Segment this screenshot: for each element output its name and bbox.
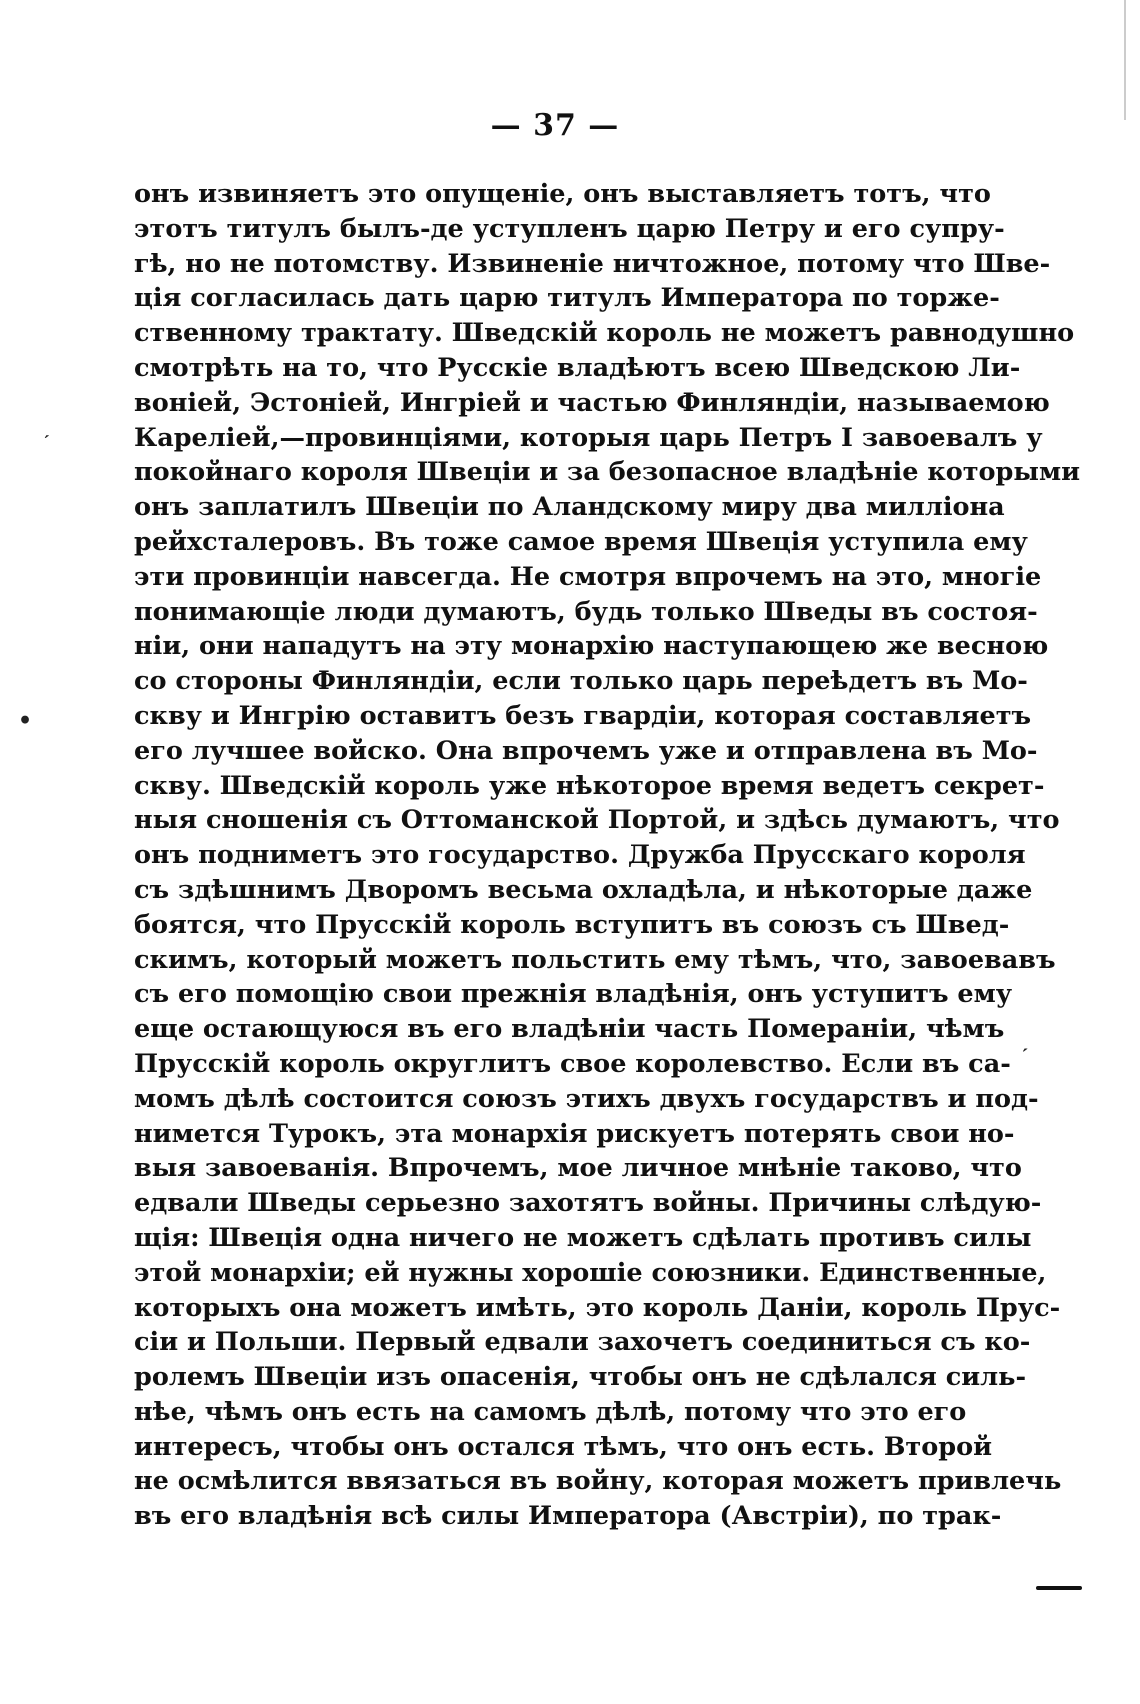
text-line: онъ подниметъ это государство. Дружба Прусскаго короля — [134, 840, 1026, 871]
text-line: скимъ, который можетъ польстить ему тѣмъ, что, завоевавъ — [134, 944, 1056, 975]
body-text — [134, 177, 1081, 1534]
text-line: этой монархіи; ей нужны хорошіе союзники. Единственные, — [134, 1257, 1047, 1288]
page-number: — 37 — — [490, 108, 620, 143]
text-line: скву. Шведскій король уже нѣкоторое время ведетъ секрет- — [134, 770, 1045, 801]
text-line: которыхъ она можетъ имѣть, это король Даніи, король Прус- — [134, 1292, 1061, 1323]
text-line: щія: Швеція одна ничего не можетъ сдѣлать противъ силы — [134, 1222, 1032, 1253]
text-line: едвали Шведы серьезно захотятъ войны. Причины слѣдую- — [134, 1188, 1042, 1219]
text-line: ція согласилась дать царю титулъ Императора по торже- — [134, 283, 1000, 314]
text-line: въ его владѣнія всѣ силы Императора (Австріи), по трак- — [134, 1501, 1002, 1532]
margin-dash-right-bottom — [1036, 1586, 1082, 1590]
text-line: боятся, что Прусскій король вступитъ въ союзъ съ Швед- — [134, 909, 1010, 940]
text-line: со стороны Финляндіи, если только царь переѣдетъ въ Мо- — [134, 666, 1028, 697]
text-line: скву и Ингрію оставитъ безъ гвардіи, которая составляетъ — [134, 700, 1032, 731]
text-line: понимающіе люди думаютъ, будь только Шведы въ состоя- — [134, 596, 1038, 627]
margin-mark-left-top: ˏ — [44, 418, 50, 439]
text-line: ролемъ Швеціи изъ опасенія, чтобы онъ не сдѣлался силь- — [134, 1362, 1027, 1393]
text-line: нимется Турокъ, эта монархія рискуетъ потерять свои но- — [134, 1118, 1015, 1149]
page-edge-line — [1124, 0, 1126, 120]
text-line: Кареліей,—провинціями, которыя царь Петръ I завоевалъ у — [134, 422, 1043, 453]
text-line: ныя сношенія съ Оттоманской Портой, и здѣсь думаютъ, что — [134, 805, 1060, 836]
text-line: сіи и Польши. Первый едвали захочетъ соединиться съ ко- — [134, 1327, 1031, 1358]
text-line: интересъ, чтобы онъ остался тѣмъ, что онъ есть. Второй — [134, 1431, 992, 1462]
text-line: его лучшее войско. Она впрочемъ уже и отправлена въ Мо- — [134, 735, 1038, 766]
text-line: смотрѣть на то, что Русскіе владѣютъ всею Шведскою Ли- — [134, 352, 1021, 383]
text-line: покойнаго короля Швеціи и за безопасное владѣніе которыми — [134, 457, 1081, 488]
text-line: съ здѣшнимъ Дворомъ весьма охладѣла, и нѣкоторые даже — [134, 874, 1033, 905]
text-line: эти провинціи навсегда. Не смотря впрочемъ на это, многіе — [134, 561, 1042, 592]
text-line: еще остающуюся въ его владѣніи часть Помераніи, чѣмъ — [134, 1014, 1005, 1045]
text-line: момъ дѣлѣ состоится союзъ этихъ двухъ государствъ и под- — [134, 1083, 1039, 1114]
margin-mark-right-mid: ˏ — [1022, 1028, 1029, 1052]
text-line: этотъ титулъ былъ-де уступленъ царю Петру и его супру- — [134, 213, 1005, 244]
text-line: не осмѣлится ввязаться въ войну, которая можетъ привлечь — [134, 1466, 1062, 1497]
text-line: ственному трактату. Шведскій король не можетъ равнодушно — [134, 318, 1075, 349]
text-line: съ его помощію свои прежнія владѣнія, онъ уступитъ ему — [134, 979, 1013, 1010]
text-line: онъ извиняетъ это опущеніе, онъ выставляетъ тотъ, что — [134, 179, 991, 209]
text-line: рейхсталеровъ. Въ тоже самое время Швеція уступила ему — [134, 526, 1028, 557]
text-line: Прусскій король округлитъ свое королевство. Если въ са- — [134, 1048, 1011, 1079]
text-line: онъ заплатилъ Швеціи по Аландскому миру два милліона — [134, 492, 1005, 523]
text-line: ніи, они нападутъ на эту монархію наступающею же весною — [134, 631, 1049, 662]
text-line: нѣе, чѣмъ онъ есть на самомъ дѣлѣ, потому что это его — [134, 1396, 967, 1427]
text-line: воніей, Эстоніей, Ингріей и частью Финляндіи, называемою — [134, 387, 1050, 418]
margin-mark-left-mid: • — [18, 708, 33, 734]
text-line: гѣ, но не потомству. Извиненіе ничтожное, потому что Шве- — [134, 248, 1051, 279]
text-line: выя завоеванія. Впрочемъ, мое личное мнѣніе таково, что — [134, 1153, 1022, 1184]
